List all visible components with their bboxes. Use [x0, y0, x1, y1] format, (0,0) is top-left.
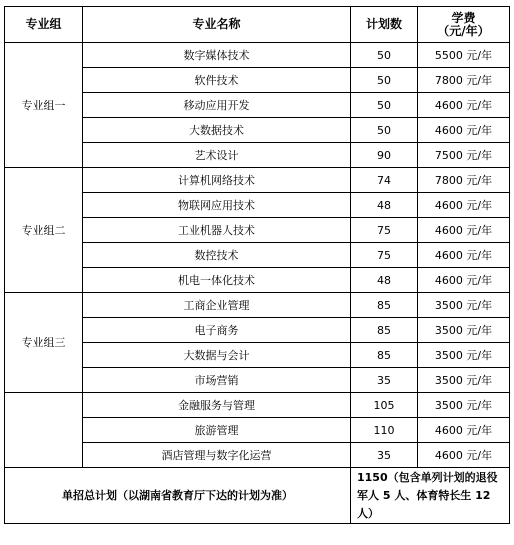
major-cell: 艺术设计 [83, 143, 351, 168]
total-label: 单招总计划（以湖南省教育厅下达的计划为准） [5, 468, 351, 524]
major-cell: 工商企业管理 [83, 293, 351, 318]
plan-cell: 85 [351, 343, 418, 368]
header-plan: 计划数 [351, 7, 418, 43]
plan-cell: 85 [351, 293, 418, 318]
plan-cell: 105 [351, 393, 418, 418]
major-cell: 软件技术 [83, 68, 351, 93]
plan-cell: 48 [351, 193, 418, 218]
fee-cell: 3500 元/年 [418, 293, 510, 318]
major-cell: 数控技术 [83, 243, 351, 268]
fee-cell: 3500 元/年 [418, 393, 510, 418]
plan-cell: 35 [351, 443, 418, 468]
fee-cell: 4600 元/年 [418, 443, 510, 468]
plan-cell: 50 [351, 93, 418, 118]
major-cell: 酒店管理与数字化运营 [83, 443, 351, 468]
fee-cell: 7500 元/年 [418, 143, 510, 168]
major-cell: 机电一体化技术 [83, 268, 351, 293]
plan-cell: 48 [351, 268, 418, 293]
fee-cell: 3500 元/年 [418, 368, 510, 393]
fee-cell: 7800 元/年 [418, 168, 510, 193]
fee-cell: 4600 元/年 [418, 93, 510, 118]
major-cell: 大数据技术 [83, 118, 351, 143]
plan-cell: 50 [351, 43, 418, 68]
major-cell: 市场营销 [83, 368, 351, 393]
major-cell: 移动应用开发 [83, 93, 351, 118]
table-row [5, 293, 510, 318]
fee-cell: 4600 元/年 [418, 268, 510, 293]
group-name-cell: 专业组二 [5, 168, 83, 293]
header-major: 专业名称 [83, 7, 351, 43]
header-group: 专业组 [5, 7, 83, 43]
fee-cell: 4600 元/年 [418, 243, 510, 268]
total-row [5, 468, 510, 524]
fee-cell: 4600 元/年 [418, 218, 510, 243]
header-fee-line1: 学费 [451, 10, 476, 25]
major-cell: 金融服务与管理 [83, 393, 351, 418]
plan-cell: 74 [351, 168, 418, 193]
enrollment-plan-table [4, 6, 510, 524]
group-name-cell: 专业组三 [5, 293, 83, 393]
plan-cell: 75 [351, 243, 418, 268]
major-cell: 电子商务 [83, 318, 351, 343]
group-name-cell [5, 393, 83, 468]
plan-cell: 90 [351, 143, 418, 168]
table-row [5, 168, 510, 193]
plan-cell: 110 [351, 418, 418, 443]
major-cell: 数字媒体技术 [83, 43, 351, 68]
plan-cell: 35 [351, 368, 418, 393]
major-cell: 大数据与会计 [83, 343, 351, 368]
header-fee [418, 7, 510, 43]
group-name-cell: 专业组一 [5, 43, 83, 168]
major-cell: 工业机器人技术 [83, 218, 351, 243]
fee-cell: 7800 元/年 [418, 68, 510, 93]
fee-cell: 4600 元/年 [418, 418, 510, 443]
plan-cell: 75 [351, 218, 418, 243]
total-value: 1150（包含单列计划的退役军人 5 人、体育特长生 12 人） [351, 468, 510, 524]
header-fee-line2: （元/年） [437, 23, 490, 38]
table-row [5, 43, 510, 68]
plan-cell: 85 [351, 318, 418, 343]
major-cell: 物联网应用技术 [83, 193, 351, 218]
fee-cell: 3500 元/年 [418, 343, 510, 368]
header-row [5, 7, 510, 43]
table-body [5, 43, 510, 524]
major-cell: 计算机网络技术 [83, 168, 351, 193]
table-row [5, 393, 510, 418]
major-cell: 旅游管理 [83, 418, 351, 443]
fee-cell: 3500 元/年 [418, 318, 510, 343]
fee-cell: 4600 元/年 [418, 193, 510, 218]
plan-cell: 50 [351, 118, 418, 143]
fee-cell: 5500 元/年 [418, 43, 510, 68]
plan-cell: 50 [351, 68, 418, 93]
fee-cell: 4600 元/年 [418, 118, 510, 143]
